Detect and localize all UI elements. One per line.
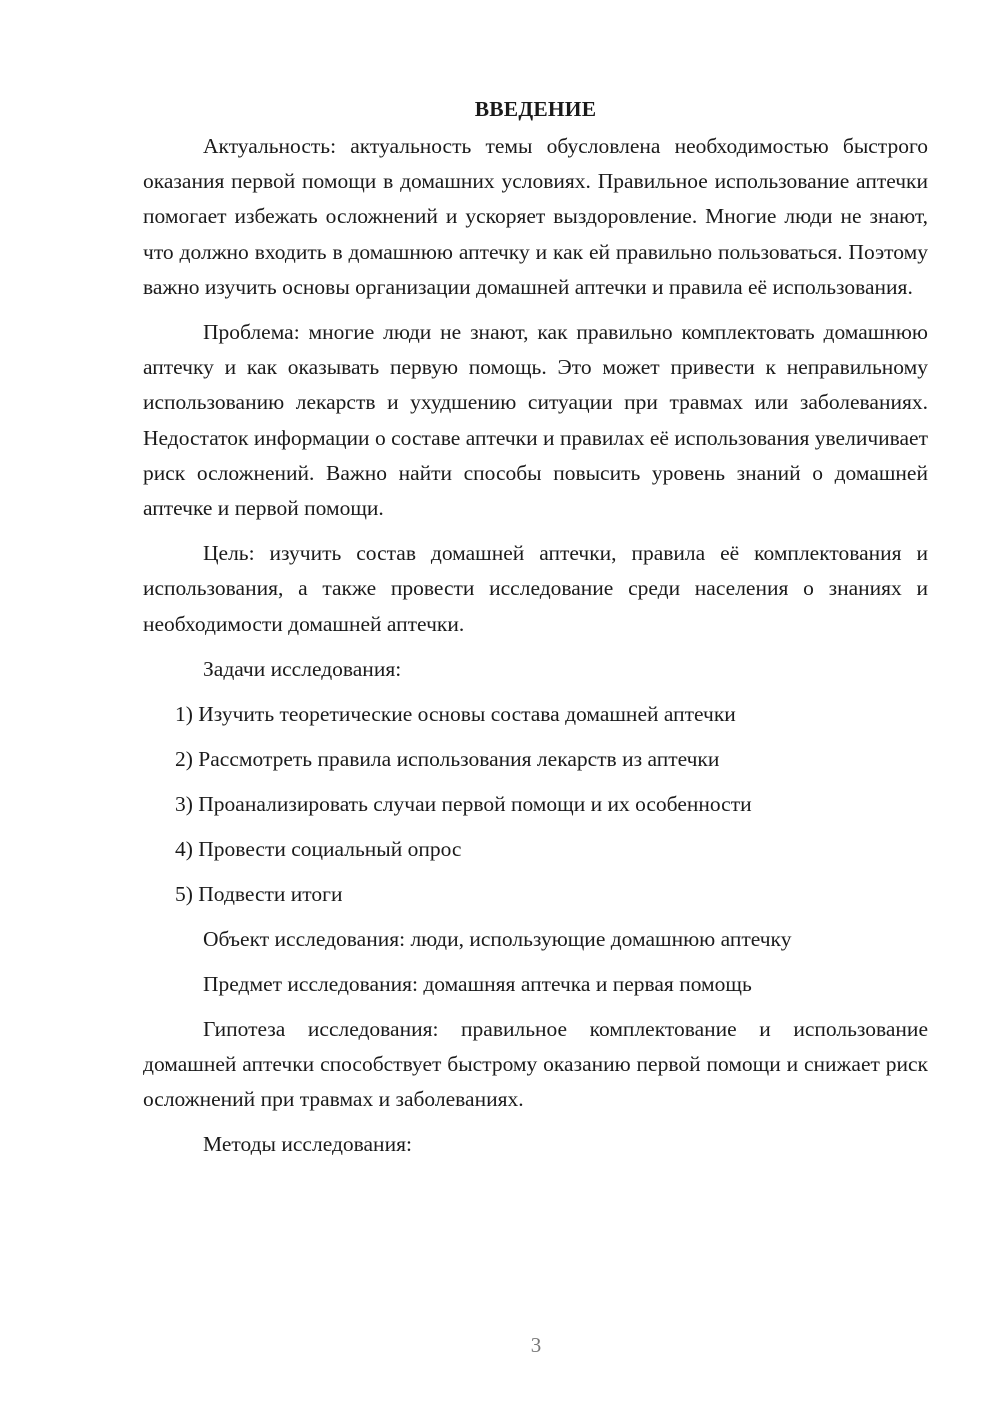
tasks-list xyxy=(143,697,928,912)
page-number: 3 xyxy=(530,1333,542,1357)
research-subject: Предмет исследования: домашняя аптечка и первая помощь xyxy=(203,971,752,996)
relevance-paragraph: Актуальность: актуальность темы обусловлена необходимостью быстрого оказания первой помощи в домашних условиях. Правильное использование аптечки помогает избежать осложнений и ускоряет выздоровление. Многие люди не знают, что должно входить в домашнюю аптечку и как ей правильно пользоваться. Поэтому важно изучить основы организации домашней аптечки и правила её использования. xyxy=(143,134,928,299)
tasks-heading: Задачи исследования: xyxy=(203,656,402,681)
task-item: 4) Провести социальный опрос xyxy=(175,836,462,861)
hypothesis-paragraph: Гипотеза исследования: правильное комплектование и использование домашней аптечки способствует быстрому оказанию первой помощи и снижает риск осложнений при травмах и заболеваниях. xyxy=(143,1016,928,1112)
task-item: 1) Изучить теоретические основы состава домашней аптечки xyxy=(175,701,736,726)
page-content xyxy=(143,92,928,1162)
goal-paragraph: Цель: изучить состав домашней аптечки, правила её комплектования и использования, а также провести исследование среди населения о знаниях и необходимости домашней аптечки. xyxy=(143,541,928,636)
problem-paragraph: Проблема: многие люди не знают, как правильно комплектовать домашнюю аптечку и как оказывать первую помощь. Это может привести к неправильному использованию лекарств и ухудшению ситуации при травмах или заболеваниях. Недостаток информации о составе аптечки и правилах её использования увеличивает риск осложнений. Важно найти способы повысить уровень знаний о домашней аптечке и первой помощи. xyxy=(143,320,928,521)
task-item: 5) Подвести итоги xyxy=(175,881,343,906)
methods-heading: Методы исследования: xyxy=(203,1132,412,1157)
task-item: 3) Проанализировать случаи первой помощи и их особенности xyxy=(175,791,752,816)
research-object: Объект исследования: люди, использующие домашнюю аптечку xyxy=(203,926,792,951)
task-item: 2) Рассмотреть правила использования лекарств из аптечки xyxy=(175,746,720,771)
page-title: ВВЕДЕНИЕ xyxy=(474,97,597,121)
